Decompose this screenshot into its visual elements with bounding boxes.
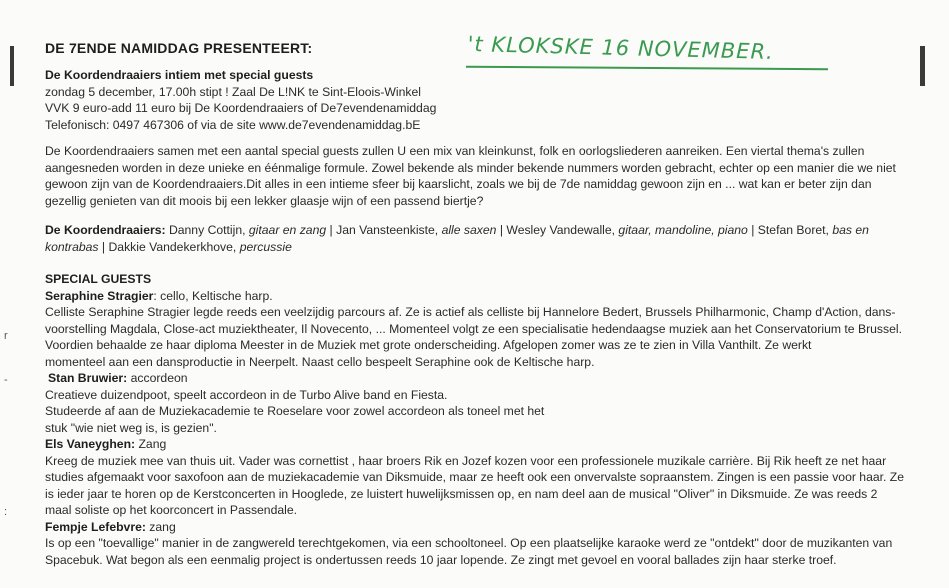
- intro-line: gewoon zijn van de Koordendraaiers.Dit alles in een intieme sfeer bij kaarslicht, zoals we bij de 7de namiddag gewoon zijn en ... wat kan er beter zijn dan: [45, 177, 872, 191]
- guest-name: Seraphine Stragier: [45, 288, 154, 303]
- event-tickets: VVK 9 euro-add 11 euro bij De Koordendraaiers of De7evendenamiddag: [45, 101, 437, 115]
- guest-role: Zang: [135, 437, 167, 451]
- guest-bio-line: Voordien behaalde ze haar diploma Meester in de Muziek met grote onderscheiding. Afgelopen zomer was ze te zien in Villa Vanthilt. Ze werkt: [45, 338, 812, 352]
- guest-name: Els Vaneyghen:: [45, 437, 136, 451]
- member-role: percussie: [239, 239, 292, 254]
- guest-bio-line: voorstelling Magdala, Close-act muziektheater, Il Novecento, ... Momenteel volgt ze een specialisatie hedendaagse muziek aan het Conservatorium te Brussel.: [45, 321, 902, 336]
- page-heading: DE 7ENDE NAMIDDAG PRESENTEERT:: [45, 40, 313, 56]
- member-name: Dakkie Vandekerkhove,: [108, 239, 240, 254]
- guest-bio-line: Spacebuk. Wat begon als een eenmalig project is ondertussen reeds 10 jaar lopende. Ze zingt met gevoel en vooral ballades zijn haar sterke troef.: [45, 552, 837, 567]
- band-label: De Koordendraaiers:: [45, 223, 166, 237]
- intro-paragraph: [45, 143, 925, 209]
- member-name: Wesley Vandewalle,: [506, 223, 619, 237]
- guest-bio-line: momenteel aan een dansproductie in Neerpelt. Naast cello bespeelt Seraphine ook de Keltische harp.: [45, 354, 595, 369]
- separator: |: [98, 239, 109, 254]
- separator: |: [747, 223, 758, 237]
- handwritten-note: 't KLOKSKE 16 NOVEMBER.: [467, 32, 775, 65]
- guest-role: : cello, Keltische harp.: [153, 288, 273, 303]
- guest-bio-line: Is op een "toevallige" manier in de zangwereld terechtgekomen, via een schooltoneel. Op een plaatselijke karaoke werd ze "ontdekt" door de muzikanten van: [45, 536, 893, 550]
- guest-role: zang: [145, 519, 176, 534]
- separator: |: [326, 223, 337, 237]
- special-guests-heading: SPECIAL GUESTS: [45, 272, 152, 286]
- guest-header: [45, 370, 925, 387]
- member-role: kontrabas: [45, 239, 99, 254]
- guest-bio-line: stuk "wie niet weg is, is gezien".: [45, 420, 217, 435]
- separator: |: [496, 223, 507, 237]
- member-role: gitaar, mandoline, piano: [618, 223, 748, 237]
- guest-header: [45, 436, 925, 453]
- member-role: gitaar en zang: [248, 223, 327, 237]
- guest-bio-line: is ieder jaar te horen op de Kerstconcerten in Hooglede, ze luistert huwelijksmissen op, en nam deel aan de musical "Oliver" in Diksmuide. Ze was reeds 2: [45, 486, 878, 501]
- intro-line: aangesneden worden in deze unieke en éénmalige formule. Zowel bekende als minder bekende nummers worden gebracht, echter op een manier die we niet: [45, 160, 896, 175]
- band-members: [45, 222, 925, 255]
- guest-bio-line: Kreeg de muziek mee van thuis uit. Vader was cornettist , haar broers Rik en Jozef kozen voor een professionele muzikale carrière. Bij Rik heeft ze net haar: [45, 453, 887, 468]
- left-margin-bar: [10, 46, 14, 86]
- member-name: Stefan Boret,: [757, 223, 833, 237]
- member-role: bas en: [832, 223, 869, 237]
- guest-bio-line: studies afgemaakt voor saxofoon aan de muziekacademie van Diksmuide, maar ze heeft ook een onvervalste sopraanstem. Zingen is een passie voor haar. Ze: [45, 470, 905, 484]
- guest-name: Fempje Lefebvre:: [45, 519, 146, 534]
- member-name: Jan Vansteenkiste,: [336, 223, 442, 237]
- member-name: Danny Cottijn,: [165, 223, 249, 237]
- guest-header: [45, 288, 925, 305]
- event-date: zondag 5 december, 17.00h stipt ! Zaal De L!NK te Sint-Eloois-Winkel: [45, 84, 421, 99]
- guest-bio-line: Celliste Seraphine Stragier legde reeds een veelzijdig parcours af. Ze is actief als celliste bij Hannelore Bedert, Brussels Philharmonic, Champ d'Action, dans-: [45, 305, 896, 319]
- guest-bio-line: Creatieve duizendpoot, speelt accordeon in de Turbo Alive band en Fiesta.: [45, 387, 448, 402]
- guest-bio-line: maal soliste op het koorconcert in Passendale.: [45, 503, 298, 517]
- guest-role: accordeon: [127, 371, 188, 385]
- margin-mark: -: [4, 374, 8, 386]
- event-title: De Koordendraaiers intiem met special guests: [45, 68, 314, 82]
- intro-line: gezellig genieten van dit moois bij een lekker glaasje wijn of een passend biertje?: [45, 193, 484, 208]
- event-info: [45, 67, 925, 133]
- margin-mark: :: [4, 506, 8, 518]
- special-guests-section: [45, 271, 925, 568]
- guest-bio-line: Studeerde af aan de Muziekacademie te Roeselare voor zowel accordeon als toneel met het: [45, 404, 545, 418]
- intro-line: De Koordendraaiers samen met een aantal special guests zullen U een mix van kleinkunst, folk en oorlogsliederen aanreiken. Een viertal thema's zullen: [45, 144, 865, 158]
- guest-header: [45, 519, 925, 536]
- margin-mark: r: [4, 330, 8, 342]
- member-role: alle saxen: [441, 223, 497, 237]
- guest-name: Stan Bruwier:: [48, 371, 128, 385]
- event-contact: Telefonisch: 0497 467306 of via de site www.de7evendenamiddag.bE: [45, 117, 421, 132]
